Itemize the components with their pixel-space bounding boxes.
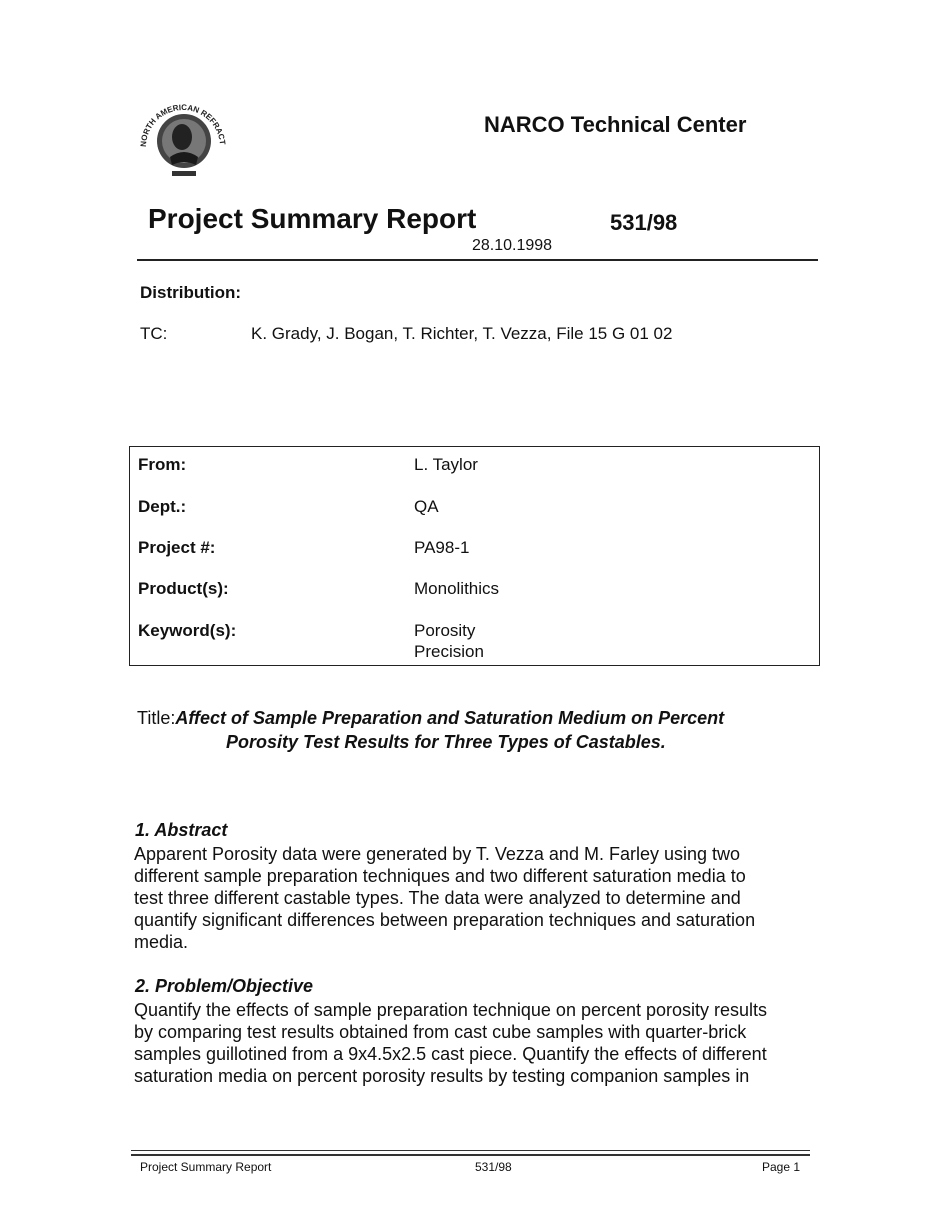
report-date: 28.10.1998 [472, 237, 553, 254]
problem-line: saturation media on percent porosity results by testing companion samples in [134, 1066, 750, 1086]
problem-line: by comparing test results obtained from cast cube samples with quarter-brick [134, 1022, 747, 1042]
document-title [137, 708, 724, 729]
abstract-paragraph [134, 843, 814, 953]
title-label: Title: [137, 708, 176, 728]
header-divider [137, 259, 818, 261]
footer-report-name: Project Summary Report [140, 1160, 272, 1174]
tc-label: TC: [140, 324, 168, 343]
keyword-precision: Precision [414, 642, 484, 661]
title-line-1: Affect of Sample Preparation and Saturation Medium on Percent [175, 708, 725, 728]
problem-heading: 2. Problem/Objective [135, 976, 314, 996]
abstract-line: different sample preparation techniques and two different saturation media to [134, 866, 746, 886]
abstract-heading: 1. Abstract [135, 820, 228, 840]
problem-line: samples guillotined from a 9x4.5x2.5 cast piece. Quantify the effects of different [134, 1044, 767, 1064]
project-value: PA98-1 [414, 538, 470, 557]
center-name: NARCO Technical Center [484, 112, 747, 137]
report-title: Project Summary Report [148, 203, 477, 234]
problem-line: Quantify the effects of sample preparation technique on percent porosity results [134, 1000, 768, 1020]
footer-divider-thick [131, 1154, 810, 1156]
report-number: 531/98 [610, 210, 678, 235]
tc-recipients: K. Grady, J. Bogan, T. Richter, T. Vezza, File 15 G 01 02 [251, 324, 673, 343]
dept-label: Dept.: [138, 497, 187, 516]
keywords-label: Keyword(s): [138, 621, 237, 640]
project-label: Project #: [138, 538, 216, 557]
products-label: Product(s): [138, 579, 229, 598]
footer-report-number: 531/98 [475, 1160, 512, 1174]
abstract-line: media. [134, 932, 189, 952]
footer-page-number: Page 1 [762, 1160, 801, 1174]
from-value: L. Taylor [414, 455, 478, 474]
footer-divider-thin [131, 1150, 810, 1151]
distribution-label: Distribution: [140, 283, 242, 302]
from-label: From: [138, 455, 187, 474]
title-line-2: Porosity Test Results for Three Types of Castables. [226, 732, 666, 752]
seal-logo-text: NORTH AMERICAN REFRACT [138, 102, 227, 148]
dept-value: QA [414, 497, 439, 516]
company-seal-logo [134, 97, 232, 183]
products-value: Monolithics [414, 579, 500, 598]
project-info-box [129, 446, 820, 666]
abstract-line: Apparent Porosity data were generated by T. Vezza and M. Farley using two [134, 844, 741, 864]
problem-paragraph [134, 999, 814, 1087]
abstract-line: quantify significant differences between preparation techniques and saturation [134, 910, 756, 930]
abstract-line: test three different castable types. The data were analyzed to determine and [134, 888, 741, 908]
keyword-porosity: Porosity [414, 621, 476, 640]
